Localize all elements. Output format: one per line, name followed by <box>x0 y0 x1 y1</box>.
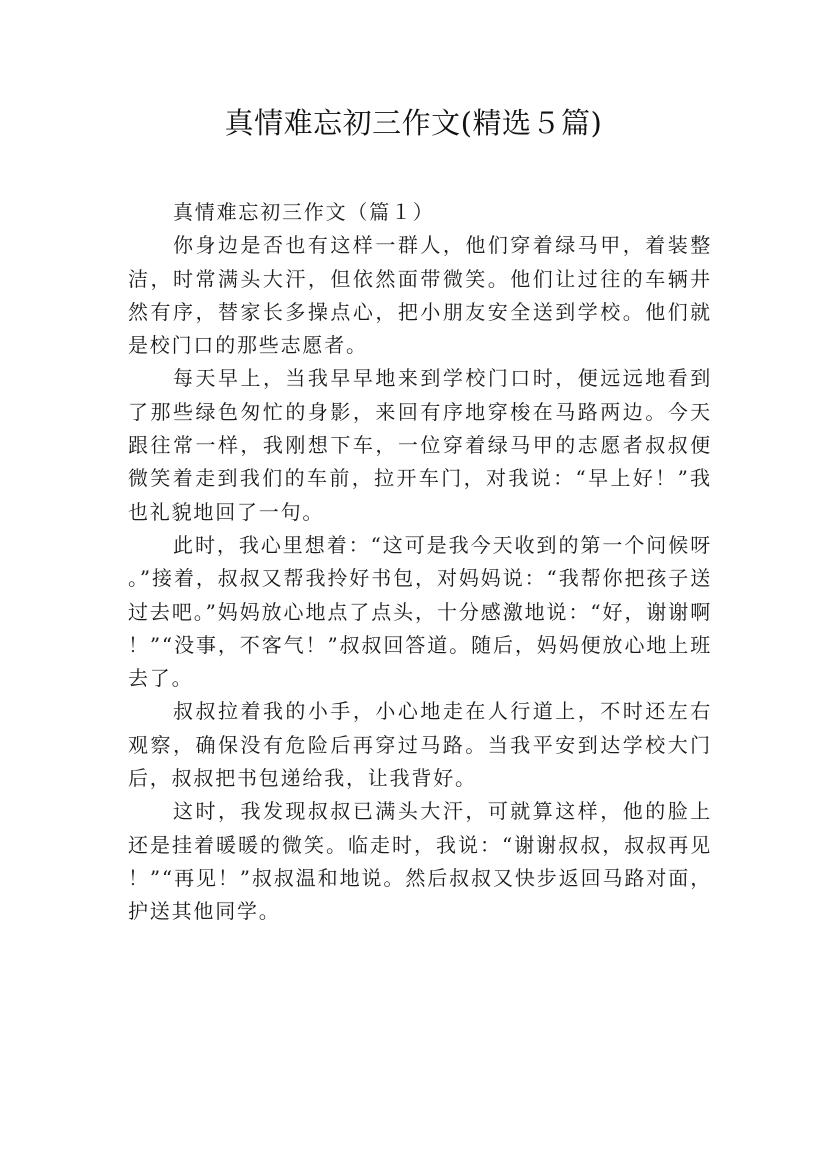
paragraph-4: 叔叔拉着我的小手，小心地走在人行道上，不时还左右观察，确保没有危险后再穿过马路。当我平安到达学校大门后，叔叔把书包递给我，让我背好。 <box>128 699 712 791</box>
paragraph-2: 每天早上，当我早早地来到学校门口时，便远远地看到了那些绿色匆忙的身影，来回有序地穿梭在马路两边。今天跟往常一样，我刚想下车，一位穿着绿马甲的志愿者叔叔便微笑着走到我们的车前，拉开车门，对我说：“早上好！”我也礼貌地回了一句。 <box>128 366 712 524</box>
document-body <box>128 196 712 929</box>
paragraph-1: 你身边是否也有这样一群人，他们穿着绿马甲，着装整洁，时常满头大汗，但依然面带微笑。他们让过往的车辆井然有序，替家长多操点心，把小朋友安全送到学校。他们就是校门口的那些志愿者。 <box>128 233 712 358</box>
paragraph-3: 此时，我心里想着：“这可是我今天收到的第一个问候呀。”接着，叔叔又帮我拎好书包，对妈妈说：“我帮你把孩子送过去吧。”妈妈放心地点了点头，十分感激地说：“好，谢谢啊！”“没事，不客气！”叔叔回答道。随后，妈妈便放心地上班去了。 <box>128 532 712 691</box>
document-title: 真情难忘初三作文(精选５篇) <box>224 106 603 140</box>
section-heading: 真情难忘初三作文（篇１） <box>173 200 435 224</box>
paragraph-5: 这时，我发现叔叔已满头大汗，可就算这样，他的脸上还是挂着暖暖的微笑。临走时，我说：“谢谢叔叔，叔叔再见！”“再见！”叔叔温和地说。然后叔叔又快步返回马路对面，护送其他同学。 <box>128 799 712 924</box>
